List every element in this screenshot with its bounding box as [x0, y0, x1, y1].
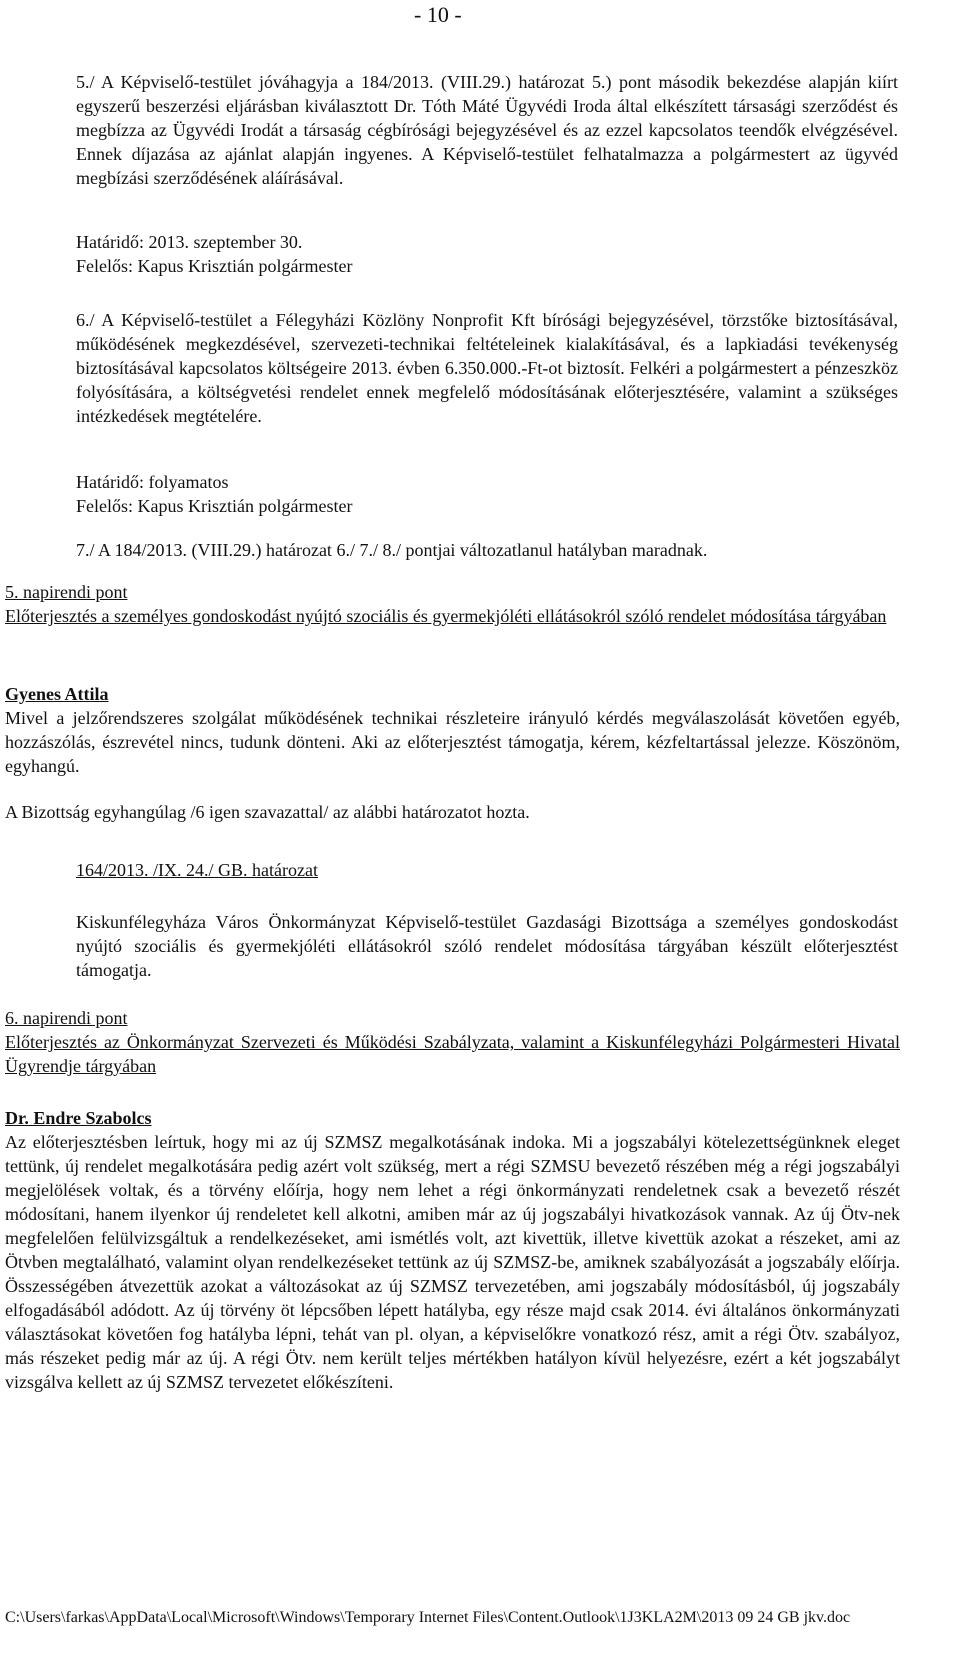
resolution-number: 164/2013. /IX. 24./ GB. határozat — [76, 860, 318, 880]
item-5-responsible: Felelős: Kapus Krisztián polgármester — [76, 256, 353, 276]
agenda-5-speaker: Gyenes Attila — [5, 684, 109, 704]
footer-file-path: C:\Users\farkas\AppData\Local\Microsoft\Windows\Temporary Internet Files\Content.Outlook\1J3KLA2M\2013 09 24 GB jkv.doc — [5, 1609, 851, 1626]
item-5-deadline: Határidő: 2013. szeptember 30. — [76, 232, 303, 252]
resolution-item-5: 5./ A Képviselő-testület jóváhagyja a 184/2013. (VIII.29.) határozat 5.) pont második bekezdése alapján kiírt egyszerű beszerzési eljárásban kiválasztott Dr. Tóth Máté Ügyvédi Iroda által elkészített társasági szerződést és megbízza az Ügyvédi Irodát a társaság cégbírósági bejegyzésével és az ezzel kapcsolatos teendők elvégzésével. Ennek díjazása az ajánlat alapján ingyenes. A Képviselő-testület felhatalmazza a polgármestert az ügyvéd megbízási szerződésének aláírásával. — [76, 72, 898, 188]
resolution-item-6: 6./ A Képviselő-testület a Félegyházi Közlöny Nonprofit Kft bírósági bejegyzésével, törzstőke biztosításával, működésének megkezdésével, szervezeti-technikai feltételeinek kialakításával, és a lapkiadási tevékenység biztosításával kapcsolatos költségeire 2013. évben 6.350.000.-Ft-ot biztosít. Felkéri a polgármestert a pénzeszköz folyósítására, a költségvetési rendelet ennek megfelelő módosításának előterjesztésére, valamint a szükséges intézkedések megtételére. — [76, 310, 898, 426]
page-number: - 10 - — [414, 2, 462, 27]
agenda-5-title: Előterjesztés a személyes gondoskodást nyújtó szociális és gyermekjóléti ellátásokról szóló rendelet módosítása tárgyában — [5, 606, 887, 626]
agenda-5-vote: A Bizottság egyhangúlag /6 igen szavazattal/ az alábbi határozatot hozta. — [5, 802, 530, 822]
item-6-deadline: Határidő: folyamatos — [76, 472, 229, 492]
agenda-6-speech: Az előterjesztésben leírtuk, hogy mi az új SZMSZ megalkotásának indoka. Mi a jogszabályi kötelezettségünknek eleget tettünk, új rendelet megalkotására pedig azért volt szükség, mert a régi SZMSU bevezető részében még a régi jogszabályi megjelölések voltak, és a törvény előírja, hogy nem lehet a régi önkormányzati rendeletnek csak a bevezető részét módosítani, hanem ilyenkor új rendeletet kell alkotni, amiben már az új jogszabályi hivatkozások vannak. Az új Ötv-nek megfelelően felülvizsgáltuk a rendelkezéseket, ami ismétlés volt, azt kivettük, illetve kivettük azokat a részeket, ami az Ötvben megtalálható, valamint olyan rendelkezéseket tettünk az új SZMSZ-be, amiknek szabályozását a jogszabály előírja. Összességében átvezettük azokat a változásokat az új SZMSZ tervezetében, ami jogszabály módosításból, új jogszabály elfogadásából adódott. Az új törvény öt lépcsőben lépett hatályba, egy része majd csak 2014. évi általános önkormányzati választásokat követően fog hatályba lépni, tehát van pl. olyan, a képviselőkre vonatkozó rész, amit a régi Ötv. szabályoz, más részeket pedig már az új. A régi Ötv. nem került teljes mértékben hatályon kívül helyezésre, ezért a két jogszabályt vizsgálva kellett az új SZMSZ tervezetet előkészíteni. — [5, 1132, 900, 1392]
item-6-responsible: Felelős: Kapus Krisztián polgármester — [76, 496, 353, 516]
resolution-item-7: 7./ A 184/2013. (VIII.29.) határozat 6./ 7./ 8./ pontjai változatlanul hatályban maradnak. — [76, 540, 708, 560]
agenda-6-heading: 6. napirendi pont — [5, 1008, 128, 1028]
agenda-6-title: Előterjesztés az Önkormányzat Szervezeti és Működési Szabályzata, valamint a Kiskunfélegyházi Polgármesteri Hivatal Ügyrendje tárgyában — [5, 1032, 900, 1076]
agenda-5-heading: 5. napirendi pont — [5, 582, 128, 602]
agenda-5-speech: Mivel a jelzőrendszeres szolgálat működésének technikai részleteire irányuló kérdés megválaszolását követően egyéb, hozzászólás, észrevétel nincs, tudunk dönteni. Aki az előterjesztést támogatja, kérem, kézfeltartással jelezze. Köszönöm, egyhangú. — [5, 708, 900, 776]
agenda-6-speaker: Dr. Endre Szabolcs — [5, 1108, 152, 1128]
resolution-text: Kiskunfélegyháza Város Önkormányzat Képviselő-testület Gazdasági Bizottsága a személyes gondoskodást nyújtó szociális és gyermekjóléti ellátásokról szóló rendelet módosítása tárgyában készült előterjesztést támogatja. — [76, 912, 898, 980]
